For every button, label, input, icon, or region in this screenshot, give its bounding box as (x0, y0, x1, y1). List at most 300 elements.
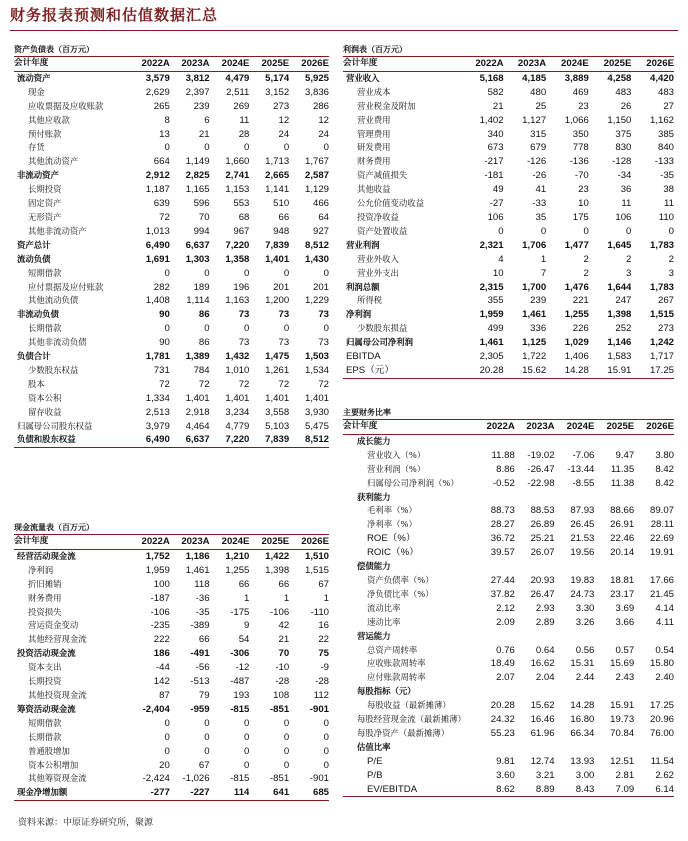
cell-value: 1,781 (145, 351, 170, 363)
cell-value: 1,402 (479, 114, 504, 126)
row-label: 资本公积 (28, 392, 62, 403)
table-row (14, 772, 329, 786)
table-row (14, 225, 329, 239)
cell-value: 1,162 (649, 114, 674, 126)
cell-value (594, 560, 634, 574)
cell-value: 15.91 (607, 364, 632, 376)
row-label: 营运资金变动 (28, 620, 79, 631)
cell-value: 73 (318, 337, 329, 349)
cell-value: 1,691 (145, 253, 170, 265)
table-row (343, 518, 674, 532)
column-header-label: 会计年度 (343, 58, 378, 68)
cell-value: 1,477 (564, 239, 589, 251)
cell-value: 3 (626, 267, 632, 279)
cell-value: 42 (278, 620, 290, 632)
row-label: 普通股增加 (28, 745, 70, 756)
cell-value: 67 (198, 759, 210, 771)
cell-value: 0 (323, 323, 329, 335)
cell-value: 9 (244, 620, 250, 632)
cell-value: 72 (159, 378, 170, 390)
cell-value: 1 (244, 592, 250, 604)
column-header-year: 2024E (561, 58, 589, 69)
cell-value: 1 (323, 592, 329, 604)
cell-value (594, 630, 634, 644)
table-row (14, 745, 329, 759)
cell-value: 2.43 (615, 672, 635, 684)
table-row (343, 546, 674, 560)
row-label: ROIC（%） (367, 547, 419, 559)
cell-value: 1,503 (304, 351, 329, 363)
cell-value: 3,979 (145, 420, 170, 432)
row-label: 现金净增加额 (17, 787, 68, 798)
table-row (343, 253, 674, 267)
cell-value: 2.81 (615, 769, 635, 781)
cell-value: 37.82 (490, 588, 515, 600)
table-row (343, 211, 674, 225)
cell-value (515, 434, 555, 448)
cell-value: 510 (273, 198, 290, 210)
cell-value: 70.84 (610, 727, 635, 739)
row-label: 折旧摊销 (28, 578, 62, 589)
row-label: 净利润 (346, 309, 372, 320)
cell-value: 731 (153, 364, 170, 376)
cell-value: 0 (323, 267, 329, 279)
table-row (14, 281, 329, 295)
cell-value: 1,515 (304, 564, 329, 576)
cell-value: -851 (269, 703, 290, 715)
cell-value: 596 (193, 198, 210, 210)
cell-value: 222 (153, 634, 170, 646)
cell-value: 26.47 (530, 588, 555, 600)
row-label: 资产减值损失 (357, 170, 408, 181)
cell-value: -106 (269, 606, 290, 618)
row-label: P/B (367, 769, 383, 781)
cell-value: -126 (526, 156, 547, 168)
table-row (343, 574, 674, 588)
cell-value: -8.55 (572, 477, 595, 489)
cell-value: -815 (230, 773, 250, 785)
cell-value: 1,242 (649, 337, 674, 349)
cell-value: -491 (190, 648, 210, 660)
row-label: EV/EBITDA (367, 783, 418, 795)
section-row (343, 434, 674, 448)
cell-value: 11 (239, 114, 250, 126)
row-label: 营业成本 (357, 86, 391, 97)
cell-value (555, 630, 595, 644)
cell-value: 1,150 (607, 114, 632, 126)
section-row (343, 685, 674, 699)
cell-value: 35 (535, 211, 547, 223)
column-header-year: 2024E (566, 421, 595, 432)
column-header-year: 2024E (221, 536, 250, 547)
cell-value: 685 (312, 787, 329, 799)
cell-value: 1,660 (225, 156, 250, 168)
column-header-year: 2022A (486, 421, 515, 432)
column-header-label: 会计年度 (343, 421, 378, 431)
cell-value (515, 685, 555, 699)
cell-value: 8.89 (535, 783, 555, 795)
cell-value: 189 (193, 281, 210, 293)
cell-value: 196 (233, 281, 250, 293)
row-label: 应收账款周转率 (367, 658, 426, 669)
column-header-year: 2023A (181, 536, 210, 547)
cell-value: 90 (159, 337, 170, 349)
section-row (343, 630, 674, 644)
row-label: 短期借款 (28, 717, 62, 728)
cell-value: 15.31 (570, 658, 595, 670)
row-label: 投资净收益 (357, 211, 399, 222)
cell-value: -34 (617, 170, 632, 182)
cell-value: 1,401 (304, 392, 329, 404)
cell-value: 4,464 (185, 420, 210, 432)
cell-value: 994 (193, 225, 210, 237)
cell-value: 12.51 (610, 755, 635, 767)
cell-value: 110 (658, 211, 674, 223)
row-label: 管理费用 (357, 128, 391, 139)
cell-value: 1,959 (145, 564, 170, 576)
table-row (14, 433, 329, 447)
cell-value: 2,513 (145, 406, 170, 418)
table-row (343, 294, 674, 308)
cell-value: -70 (574, 170, 589, 182)
cell-value: 1,303 (185, 253, 210, 265)
cell-value: 2 (583, 267, 589, 279)
cell-value: 1,398 (265, 564, 290, 576)
cell-value: 3.60 (496, 769, 515, 781)
row-label: 研发费用 (357, 142, 391, 153)
cell-value: 19.83 (570, 574, 595, 586)
cell-value (515, 630, 555, 644)
table-header-row (343, 420, 674, 435)
cell-value: 2,305 (479, 351, 504, 363)
cell-value: 1,461 (479, 337, 504, 349)
panel-header (14, 520, 329, 534)
cell-value: 26.89 (530, 519, 555, 531)
cell-value: 0 (323, 731, 329, 743)
cell-value: 68 (238, 211, 250, 223)
cell-value: 0 (204, 267, 210, 279)
cell-value (515, 560, 555, 574)
cell-value: -181 (484, 170, 504, 182)
row-label: 归属母公司净利润（%） (367, 477, 459, 488)
cell-value: 0 (244, 323, 250, 335)
table-row (343, 141, 674, 155)
cell-value: 2,912 (145, 170, 170, 182)
cell-value: 2,665 (265, 170, 290, 182)
row-label: 每股收益（最新摊薄） (367, 700, 451, 711)
table-row (14, 661, 329, 675)
cell-value: 1,153 (225, 184, 250, 196)
cell-value: 1,401 (265, 392, 290, 404)
income-statement-panel (343, 42, 674, 379)
balance-sheet-panel (14, 42, 329, 448)
table-row (14, 633, 329, 647)
cell-value: 1,645 (607, 239, 632, 251)
cash-flow-panel (14, 520, 329, 801)
cell-value: -106 (150, 606, 170, 618)
column-header-year: 2025E (261, 536, 290, 547)
row-label: 长期借款 (28, 731, 62, 742)
column-header-year: 2023A (517, 58, 547, 69)
cell-value: 26.07 (530, 547, 555, 559)
table-row (14, 169, 329, 183)
row-label: 归属母公司净利润 (346, 337, 413, 348)
cell-value: 2,741 (225, 170, 250, 182)
cell-value: 118 (194, 578, 210, 590)
cell-value: 12.74 (530, 755, 555, 767)
cell-value (555, 491, 595, 505)
cell-value: 21.53 (570, 533, 595, 545)
row-label: 营业收入 (346, 72, 380, 83)
cell-value: 3.30 (575, 602, 595, 614)
cell-value: 3,579 (145, 72, 170, 84)
cell-value: 72 (238, 378, 250, 390)
cell-value: 1,358 (225, 253, 250, 265)
cell-value: 6.14 (655, 783, 674, 795)
cell-value: 26.91 (610, 519, 635, 531)
cell-value: 0 (204, 323, 210, 335)
title-divider (10, 30, 678, 31)
cell-value: 90 (159, 309, 170, 321)
table-row (343, 281, 674, 295)
cell-value: 1,401 (185, 392, 210, 404)
cell-value: 239 (530, 295, 547, 307)
row-label: 其他流动负债 (28, 295, 79, 306)
cell-value: 15.62 (522, 364, 547, 376)
cell-value: 4,479 (225, 72, 250, 84)
table-row (343, 783, 674, 797)
table-row (14, 308, 329, 322)
cell-value: 49 (492, 184, 504, 196)
cell-value: 4.14 (655, 602, 674, 614)
cell-value: 1,767 (304, 156, 329, 168)
cell-value: 2 (583, 253, 589, 265)
cell-value: 466 (312, 198, 329, 210)
cell-value: 9.47 (615, 449, 635, 461)
cell-value: 19.56 (570, 547, 595, 559)
cell-value (594, 685, 634, 699)
column-header-year: 2022A (141, 58, 170, 69)
cell-value: 1,461 (522, 309, 547, 321)
cell-value: 19.73 (610, 714, 635, 726)
cell-value: 673 (487, 142, 504, 154)
cell-value: 483 (657, 86, 674, 98)
cell-value: 3 (668, 267, 674, 279)
column-header-year: 2024E (221, 58, 250, 69)
cell-value: 27.44 (490, 574, 515, 586)
cash-flow-table (14, 534, 329, 801)
cell-value: 8.42 (655, 477, 674, 489)
row-label: 预付账款 (28, 128, 62, 139)
table-row (343, 350, 674, 364)
table-row (14, 128, 329, 142)
table-row (14, 406, 329, 420)
cell-value: -1,026 (182, 773, 210, 785)
cell-value: 2,315 (479, 281, 504, 293)
row-label: 所得税 (357, 295, 383, 306)
cell-value: 1,149 (185, 156, 210, 168)
cell-value: -12 (235, 662, 250, 674)
cell-value: 14.28 (570, 700, 595, 712)
cell-value (475, 560, 515, 574)
cell-value: 36.72 (490, 533, 515, 545)
row-label: 利润总额 (346, 281, 380, 292)
cell-value: 72 (159, 211, 170, 223)
cell-value: 22.69 (649, 533, 674, 545)
cell-value: 5,174 (265, 72, 290, 84)
cell-value: 2.62 (655, 769, 674, 781)
cell-value: 41 (535, 184, 547, 196)
cell-value: 1,406 (564, 351, 589, 363)
row-label: 总资产周转率 (367, 644, 418, 655)
row-label: 获利能力 (357, 491, 391, 502)
row-label: 营业外支出 (357, 267, 399, 278)
column-header-label: 会计年度 (14, 536, 49, 546)
cell-value: 1,141 (265, 184, 290, 196)
cell-value: 12 (278, 114, 290, 126)
cell-value: 0 (283, 731, 290, 743)
cell-value: 0 (244, 717, 250, 729)
column-header-year: 2022A (475, 58, 504, 69)
cell-value: 1,644 (607, 281, 632, 293)
cell-value: 17.25 (649, 700, 674, 712)
cell-value: 6,637 (185, 434, 210, 446)
cell-value: 72 (318, 378, 329, 390)
cell-value: 267 (657, 295, 674, 307)
cell-value: 201 (312, 281, 329, 293)
table-row (343, 671, 674, 685)
row-label: EBITDA (346, 351, 381, 363)
cell-value: 0 (283, 323, 290, 335)
cell-value: 21 (278, 634, 290, 646)
table-row (343, 616, 674, 630)
cell-value: 3.21 (535, 769, 555, 781)
table-row (14, 86, 329, 100)
cell-value: 61.96 (530, 727, 555, 739)
row-label: 其他非流动资产 (28, 225, 87, 236)
cell-value: 0.57 (615, 644, 635, 656)
cell-value: 1,430 (304, 253, 329, 265)
table-row (14, 183, 329, 197)
cell-value: 0 (283, 267, 290, 279)
cell-value: 0 (626, 225, 632, 237)
cell-value: 10 (578, 198, 589, 210)
cell-value (634, 741, 674, 755)
table-row (343, 364, 674, 378)
cell-value: 36 (620, 184, 632, 196)
row-label: 现金 (28, 86, 45, 97)
cell-value: 1,401 (225, 392, 250, 404)
cell-value: 2,825 (185, 170, 210, 182)
cell-value: 201 (273, 281, 290, 293)
table-row (14, 294, 329, 308)
row-label: 资本公积增加 (28, 759, 79, 770)
row-label: 无形资产 (28, 211, 62, 222)
cell-value: 1,255 (225, 564, 250, 576)
cell-value: 1,146 (607, 337, 632, 349)
row-label: 其他流动资产 (28, 156, 79, 167)
cell-value: 73 (278, 309, 290, 321)
column-header-year: 2025E (261, 58, 290, 69)
cell-value: 16 (318, 620, 329, 632)
cell-value: 499 (487, 323, 504, 335)
table-row (343, 477, 674, 491)
cell-value: 265 (153, 100, 170, 112)
cell-value: 175 (572, 211, 589, 223)
cell-value: 582 (487, 86, 504, 98)
cell-value: -27 (489, 198, 504, 210)
table-row (343, 225, 674, 239)
table-row (343, 322, 674, 336)
row-label: 负债和股东权益 (17, 434, 76, 445)
row-label: 应付账款周转率 (367, 672, 426, 683)
cell-value: -26 (532, 170, 547, 182)
row-label: 每股经营现金流（最新摊薄） (357, 714, 466, 725)
cell-value: 21 (492, 100, 504, 112)
row-label: 毛利率（%） (367, 505, 417, 516)
row-label: 流动资产 (17, 72, 51, 83)
source-note: 资料来源：中原证券研究所，聚源 (18, 818, 154, 828)
cell-value: 20 (159, 759, 170, 771)
section-row (343, 560, 674, 574)
table-row (14, 267, 329, 281)
cell-value: 1,010 (225, 364, 250, 376)
panel-header (14, 42, 329, 56)
cell-value: 1,422 (265, 550, 290, 562)
table-row (14, 197, 329, 211)
cell-value: 15.62 (530, 700, 555, 712)
cell-value: 273 (657, 323, 674, 335)
column-header-year: 2026E (301, 58, 329, 69)
cell-value: -217 (484, 156, 504, 168)
cell-value: -19.02 (527, 449, 555, 461)
cell-value: 1,186 (185, 550, 210, 562)
cell-value: 75 (318, 648, 329, 660)
row-label: 存货 (28, 142, 45, 153)
cell-value: -306 (230, 648, 250, 660)
cell-value: 2.09 (496, 616, 515, 628)
cell-value (555, 741, 595, 755)
cell-value: 3.69 (615, 602, 635, 614)
cell-value: 1,515 (649, 309, 674, 321)
table-row (14, 689, 329, 703)
table-row (343, 267, 674, 281)
cell-value: 0 (164, 745, 170, 757)
row-label: 经营活动现金流 (17, 550, 76, 561)
table-row (343, 755, 674, 769)
row-label: 每股净资产（最新摊薄） (357, 727, 450, 738)
cell-value: 830 (615, 142, 632, 154)
cell-value: 66 (198, 634, 210, 646)
table-row (343, 86, 674, 100)
cell-value: -44 (155, 662, 170, 674)
table-row (343, 169, 674, 183)
cell-value: 88.66 (610, 505, 635, 517)
cell-value: 948 (273, 225, 290, 237)
cell-value: 8,512 (304, 239, 329, 251)
row-label: 长期投资 (28, 184, 62, 195)
cell-value: 28 (238, 128, 250, 140)
table-row (14, 141, 329, 155)
cell-value: 340 (487, 128, 504, 140)
cell-value: 1,127 (522, 114, 547, 126)
cell-value: 375 (615, 128, 632, 140)
table-row (343, 100, 674, 114)
cell-value: 16.46 (530, 714, 555, 726)
cell-value: 11.35 (610, 463, 635, 475)
cell-value: 11.88 (491, 449, 515, 461)
cell-value: -0.52 (492, 477, 515, 489)
